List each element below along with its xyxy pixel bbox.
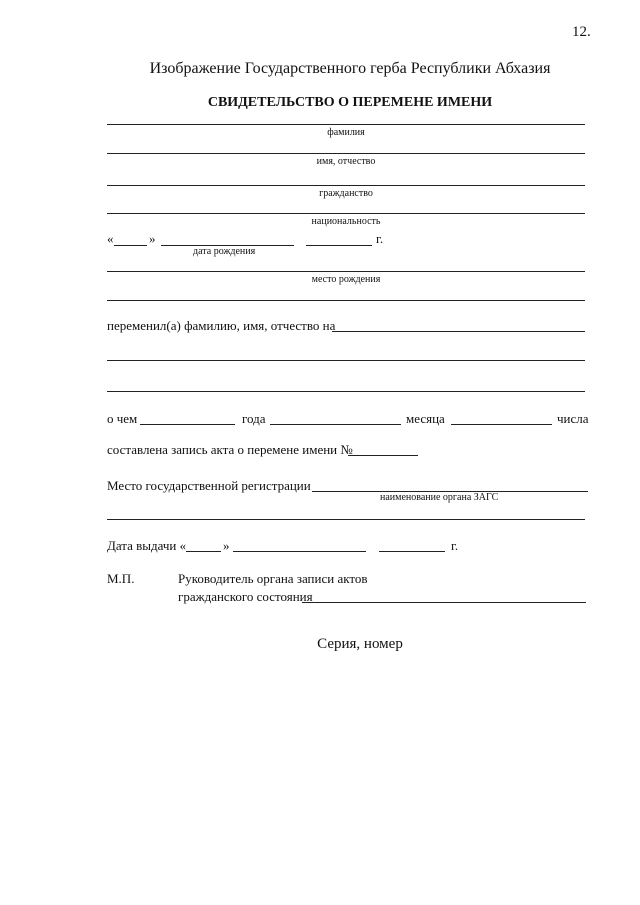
changed-to-label: переменил(а) фамилию, имя, отчество на — [107, 318, 336, 333]
changed-to-line — [332, 331, 585, 332]
record-day-line — [451, 424, 552, 425]
birth-year-line — [306, 245, 372, 246]
issue-month-line — [233, 551, 366, 552]
surname-line — [107, 124, 585, 125]
document-title: СВИДЕТЕЛЬСТВО О ПЕРЕМЕНЕ ИМЕНИ — [207, 95, 493, 110]
record-made-label: составлена запись акта о перемене имени № — [107, 442, 353, 457]
head-label-line1: Руководитель органа записи актов — [178, 571, 368, 586]
issue-year-line — [379, 551, 445, 552]
emblem-caption: Изображение Государственного герба Республики Абхазия — [149, 60, 551, 77]
signature-line — [302, 602, 586, 603]
surname-label: фамилия — [327, 127, 365, 138]
birth-place-label: место рождения — [311, 274, 381, 285]
day-label: числа — [557, 411, 589, 426]
citizenship-label: гражданство — [319, 188, 373, 199]
record-year-line — [140, 424, 235, 425]
nationality-line — [107, 213, 585, 214]
registration-place-label: Место государственной регистрации — [107, 478, 311, 493]
name-patronymic-label: имя, отчество — [316, 156, 376, 167]
month-label: месяца — [406, 411, 445, 426]
birth-day-quote-open: « — [107, 231, 114, 246]
issue-date-label: Дата выдачи « — [107, 538, 187, 553]
birth-place-line — [107, 271, 585, 272]
seal-label: М.П. — [107, 571, 135, 586]
zags-name-label: наименование органа ЗАГС — [380, 492, 499, 503]
name-patronymic-line — [107, 153, 585, 154]
record-number-line — [348, 455, 418, 456]
birth-place-line-2 — [107, 300, 585, 301]
changed-to-line-2 — [107, 360, 585, 361]
issue-day-quote-close: » — [223, 538, 230, 553]
registration-place-line-2 — [107, 519, 585, 520]
changed-to-line-3 — [107, 391, 585, 392]
record-month-line — [270, 424, 401, 425]
year-label: года — [242, 411, 266, 426]
issue-day-line — [186, 551, 221, 552]
page-number: 12. — [572, 24, 591, 40]
about-which-label: о чем — [107, 411, 138, 426]
series-number-label: Серия, номер — [317, 636, 403, 652]
head-label-line2: гражданского состояния — [178, 589, 313, 604]
nationality-label: национальность — [311, 216, 381, 227]
birth-day-quote-close: » — [149, 231, 156, 246]
birth-day-line — [114, 245, 147, 246]
birth-date-label: дата рождения — [193, 246, 256, 257]
issue-year-suffix: г. — [451, 538, 459, 553]
birth-year-suffix: г. — [376, 231, 384, 246]
citizenship-line — [107, 185, 585, 186]
